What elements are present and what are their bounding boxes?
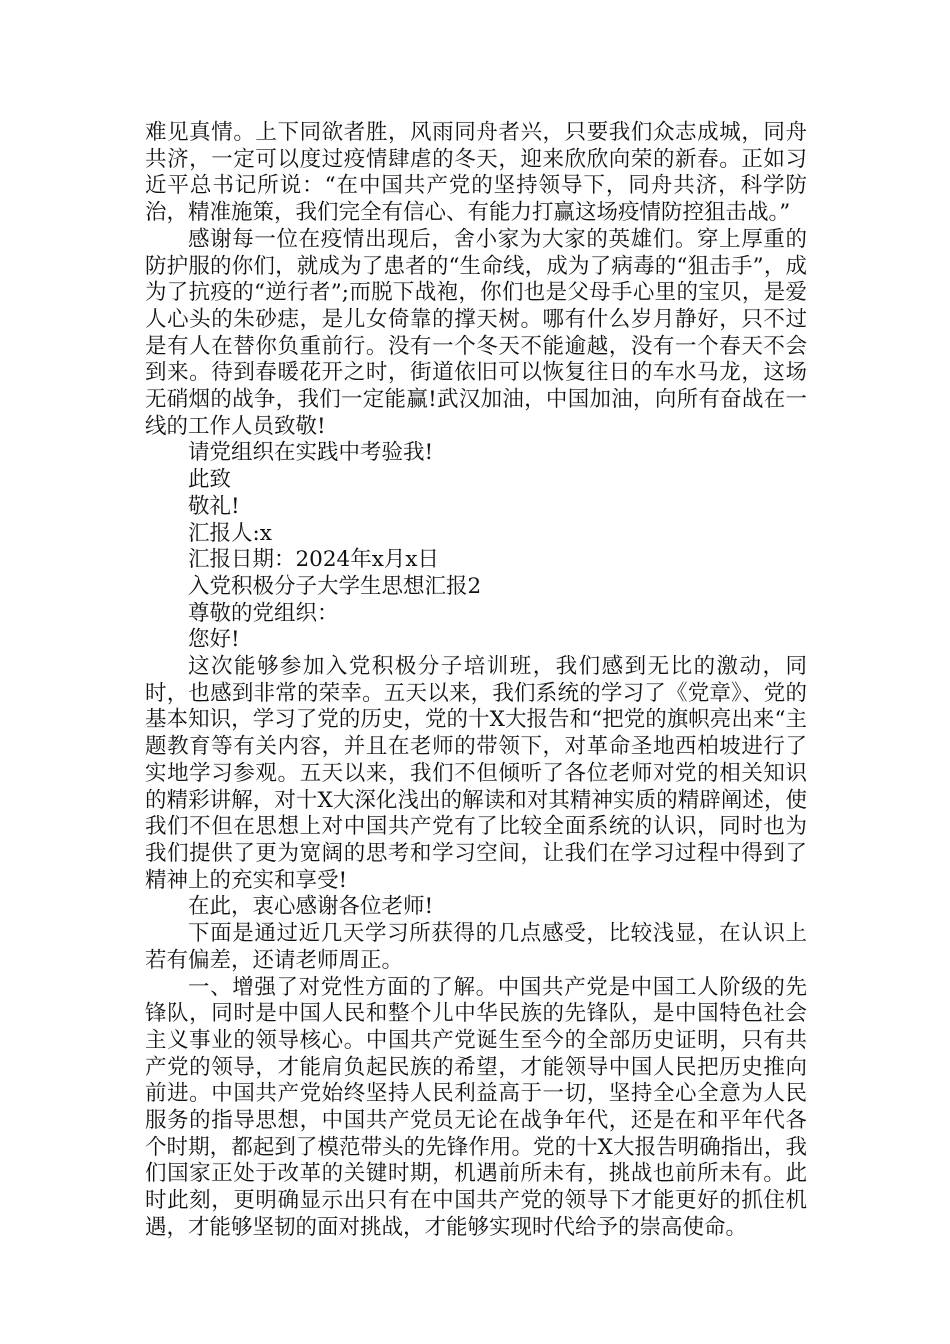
document-body (145, 120, 807, 1242)
closing-line: 敬礼! (188, 493, 240, 519)
section-title: 入党积极分子大学生思想汇报2 (188, 573, 482, 599)
paragraph: 下面是通过近几天学习所获得的几点感受，比较浅显，在认识上若有偏差，还请老师周正。 (145, 921, 807, 973)
reporter-line: 汇报人:x (188, 520, 272, 546)
paragraph: 这次能够参加入党积极分子培训班，我们感到无比的激动，同时，也感到非常的荣幸。五天以来，我们系统的学习了《党章》、党的基本知识，学习了党的历史，党的十X大报告和“把党的旗帜亮出来“主题教育等有关内容，并且在老师的带领下，对革命圣地西柏坡进行了实地学习参观。五天以来，我们不但倾听了各位老师对党的相关知识的精彩讲解，对十X大深化浅出的解读和对其精神实质的精辟阐述，使我们不但在思想上对中国共产党有了比较全面系统的认识，同时也为我们提供了更为宽阔的思考和学习空间，让我们在学习过程中得到了精神上的充实和享受! (145, 654, 807, 893)
salutation: 尊敬的党组织： (188, 600, 339, 626)
paragraph: 在此，衷心感谢各位老师! (188, 894, 434, 920)
paragraph: 难见真情。上下同欲者胜，风雨同舟者兴，只要我们众志成城，同舟共济，一定可以度过疫情肆虐的冬天，迎来欣欣向荣的新春。正如习近平总书记所说：“在中国共产党的坚持领导下，同舟共济，科学防治，精准施策，我们完全有信心、有能力打赢这场疫情防控狙击战。” (145, 120, 807, 226)
paragraph: 感谢每一位在疫情出现后，舍小家为大家的英雄们。穿上厚重的防护服的你们，就成为了患者的“生命线，成为了病毒的“狙击手”，成为了抗疫的“逆行者”;而脱下战袍，你们也是父母手心里的宝贝，是爱人心头的朱砂痣，是儿女倚靠的撑天树。哪有什么岁月静好，只不过是有人在替你负重前行。没有一个冬天不能逾越，没有一个春天不会到来。待到春暖花开之时，街道依旧可以恢复往日的车水马龙，这场无硝烟的战争，我们一定能赢!武汉加油，中国加油，向所有奋战在一线的工作人员致敬! (145, 226, 807, 439)
greeting: 您好! (188, 627, 240, 653)
closing-line: 此致 (188, 467, 232, 493)
report-date-line: 汇报日期：2024年x月x日 (188, 547, 439, 573)
paragraph: 一、增强了对党性方面的了解。中国共产党是中国工人阶级的先锋队，同时是中国人民和整个儿中华民族的先锋队，是中国特色社会主义事业的领导核心。中国共产党诞生至今的全部历史证明，只有共产党的领导，才能肩负起民族的希望，才能领导中国人民把历史推向前进。中国共产党始终坚持人民利益高于一切，坚持全心全意为人民服务的指导思想，中国共产党员无论在战争年代，还是在和平年代各个时期，都起到了模范带头的先锋作用。党的十X大报告明确指出，我们国家正处于改革的关键时期，机遇前所未有，挑战也前所未有。此时此刻，更明确显示出只有在中国共产党的领导下才能更好的抓住机遇，才能够坚韧的面对挑战，才能够实现时代给予的崇高使命。 (145, 974, 807, 1240)
paragraph: 请党组织在实践中考验我! (188, 440, 434, 466)
